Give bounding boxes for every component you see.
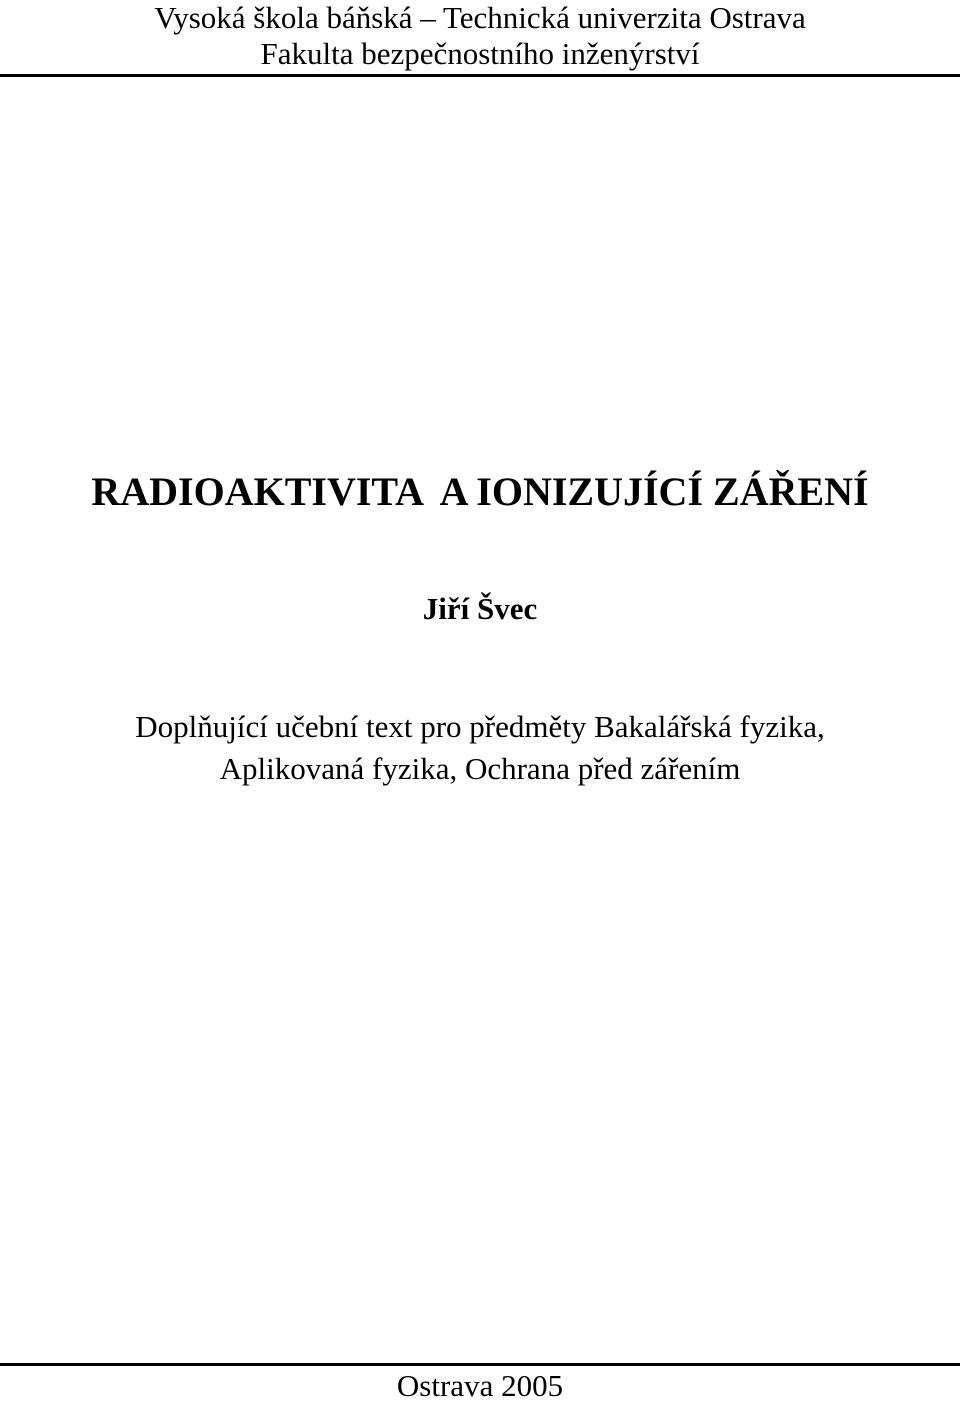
university-name: Vysoká škola báňská – Technická univerzita Ostrava bbox=[154, 0, 806, 35]
place-and-year: Ostrava 2005 bbox=[396, 1368, 564, 1403]
document-subtitle bbox=[0, 706, 960, 790]
subtitle-line-1: Doplňující učební text pro předměty Bakalářská fyzika, bbox=[135, 709, 825, 744]
document-title: RADIOAKTIVITA A IONIZUJÍCÍ ZÁŘENÍ bbox=[91, 469, 869, 514]
footer-divider bbox=[0, 1363, 960, 1366]
subtitle-line-2: Aplikovaná fyzika, Ochrana před zářením bbox=[219, 751, 741, 786]
author-name: Jiří Švec bbox=[422, 591, 538, 626]
document-header bbox=[0, 0, 960, 72]
faculty-name: Fakulta bezpečnostního inženýrství bbox=[260, 36, 700, 71]
header-divider bbox=[0, 74, 960, 77]
